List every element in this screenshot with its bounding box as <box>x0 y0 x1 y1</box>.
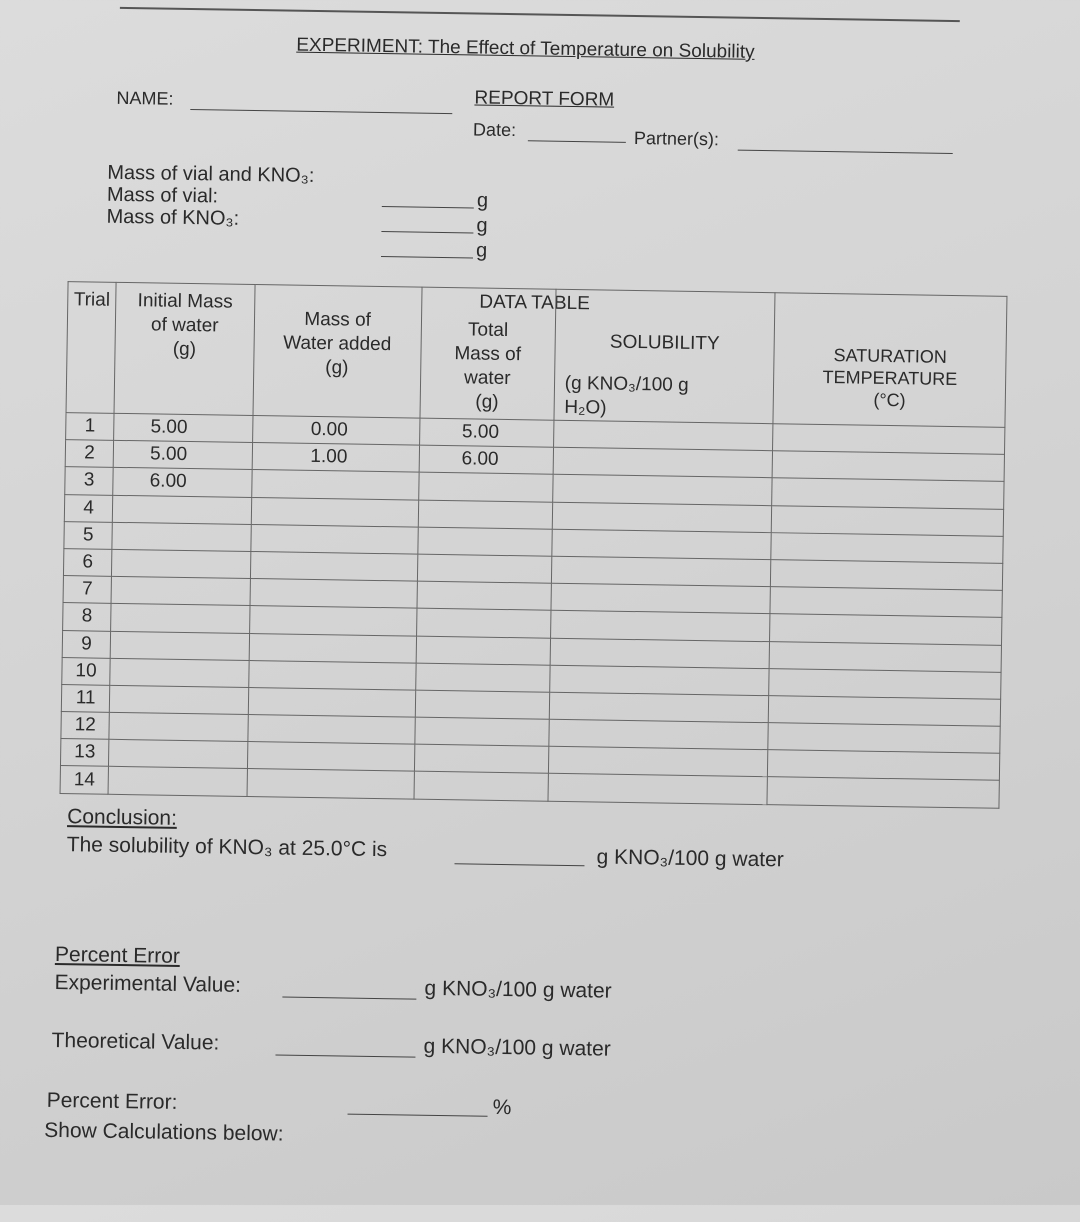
mass-vial-label: Mass of vial: <box>106 183 219 208</box>
saturation-temp-cell[interactable] <box>768 723 1000 754</box>
theoretical-label: Theoretical Value: <box>51 1028 220 1055</box>
mass-vial-field[interactable] <box>381 231 473 233</box>
water-added-cell[interactable]: 1.00 <box>252 443 420 473</box>
saturation-temp-cell[interactable] <box>769 696 1001 727</box>
total-mass-cell[interactable] <box>415 717 549 746</box>
water-added-cell[interactable] <box>249 606 417 636</box>
saturation-temp-cell[interactable] <box>767 777 999 808</box>
saturation-temp-cell[interactable] <box>770 614 1002 645</box>
solubility-cell[interactable] <box>551 556 771 587</box>
data-table-caption: DATA TABLE <box>479 291 590 315</box>
mass-unit: g <box>476 214 488 237</box>
water-added-cell[interactable] <box>250 524 418 554</box>
mass-vial-kno3-field[interactable] <box>382 206 474 208</box>
trial-number: 5 <box>64 521 113 549</box>
trial-number: 3 <box>65 467 114 495</box>
solubility-cell[interactable] <box>549 665 769 696</box>
water-added-cell[interactable] <box>251 497 419 527</box>
total-mass-cell[interactable] <box>414 744 548 773</box>
water-added-cell[interactable] <box>250 579 418 609</box>
total-mass-cell[interactable] <box>414 772 548 801</box>
experiment-title: EXPERIMENT: The Effect of Temperature on Solubility <box>296 34 755 63</box>
initial-mass-cell[interactable]: 5.00 <box>114 413 253 442</box>
saturation-temp-cell[interactable] <box>772 505 1004 536</box>
conclusion-heading: Conclusion: <box>67 805 178 830</box>
header-solubility: SOLUBILITY (g KNO₃/100 g H₂O) <box>554 289 776 423</box>
water-added-cell[interactable] <box>247 742 415 772</box>
mass-kno3-label: Mass of KNO₃: <box>106 205 240 230</box>
initial-mass-cell[interactable] <box>109 740 248 769</box>
solubility-cell[interactable] <box>552 529 772 560</box>
trial-number: 8 <box>63 603 112 631</box>
solubility-cell[interactable] <box>549 692 769 723</box>
solubility-cell[interactable] <box>552 502 772 533</box>
mass-unit: g <box>475 239 488 262</box>
experimental-label: Experimental Value: <box>54 970 242 997</box>
total-mass-cell[interactable] <box>418 500 552 529</box>
trial-number: 13 <box>60 739 109 767</box>
mass-kno3-field[interactable] <box>381 256 473 258</box>
saturation-temp-cell[interactable] <box>771 532 1003 563</box>
partner-field[interactable] <box>738 150 953 154</box>
initial-mass-cell[interactable] <box>111 576 250 605</box>
solubility-cell[interactable] <box>552 475 772 506</box>
saturation-temp-cell[interactable] <box>772 478 1004 509</box>
water-added-cell[interactable] <box>247 715 415 745</box>
solubility-cell[interactable] <box>550 611 770 642</box>
initial-mass-cell[interactable] <box>112 522 251 551</box>
header-saturation-temp: SATURATION TEMPERATURE (°C) <box>773 293 1007 428</box>
initial-mass-cell[interactable]: 5.00 <box>113 441 252 470</box>
saturation-temp-cell[interactable] <box>770 587 1002 618</box>
total-mass-cell[interactable] <box>415 690 549 719</box>
trial-number: 2 <box>65 440 114 468</box>
initial-mass-cell[interactable] <box>112 549 251 578</box>
trial-number: 9 <box>62 630 111 658</box>
total-mass-cell[interactable]: 6.00 <box>419 445 553 474</box>
name-field[interactable] <box>190 109 452 114</box>
mass-unit: g <box>476 189 489 212</box>
trial-number: 4 <box>64 494 113 522</box>
report-form-title: REPORT FORM <box>474 87 615 111</box>
theoretical-field[interactable] <box>275 1054 415 1057</box>
total-mass-cell[interactable]: 5.00 <box>419 418 553 447</box>
data-table <box>60 281 1008 808</box>
total-mass-cell[interactable] <box>416 636 550 665</box>
initial-mass-cell[interactable] <box>110 685 249 714</box>
conclusion-text: The solubility of KNO₃ at 25.0°C is <box>66 833 388 862</box>
initial-mass-cell[interactable] <box>108 767 247 796</box>
percent-error-field[interactable] <box>348 1114 488 1117</box>
initial-mass-cell[interactable]: 6.00 <box>113 468 252 497</box>
experimental-field[interactable] <box>282 997 416 1000</box>
saturation-temp-cell[interactable] <box>773 424 1005 455</box>
trial-number: 7 <box>63 576 112 604</box>
solubility-cell[interactable] <box>553 447 773 478</box>
solubility-cell[interactable] <box>550 638 770 669</box>
percent-unit: % <box>492 1095 512 1120</box>
header-trial: Trial <box>66 282 116 414</box>
total-mass-cell[interactable] <box>417 581 551 610</box>
header-initial-mass: Initial Mass of water (g) <box>114 282 254 415</box>
solubility-cell[interactable] <box>548 746 768 777</box>
date-field[interactable] <box>528 140 626 143</box>
experimental-unit: g KNO₃/100 g water <box>424 976 612 1003</box>
header-water-added: Mass of Water added (g) <box>253 285 422 419</box>
initial-mass-cell[interactable] <box>109 712 248 741</box>
header-total-mass: Total Mass of water (g) <box>420 287 556 420</box>
percent-error-label: Percent Error: <box>46 1088 178 1114</box>
trial-number: 10 <box>62 657 111 685</box>
water-added-cell[interactable] <box>248 687 416 717</box>
water-added-cell[interactable] <box>250 551 418 581</box>
total-mass-cell[interactable] <box>416 608 550 637</box>
solubility-cell[interactable] <box>551 583 771 614</box>
solubility-cell[interactable] <box>549 719 769 750</box>
total-mass-cell[interactable] <box>418 527 552 556</box>
trial-number: 11 <box>61 684 110 712</box>
solubility-answer-field[interactable] <box>454 863 584 866</box>
initial-mass-cell[interactable] <box>110 658 249 687</box>
solubility-cell[interactable] <box>553 420 773 451</box>
partner-label: Partner(s): <box>633 127 720 150</box>
trial-number: 14 <box>60 766 109 794</box>
water-added-cell[interactable] <box>247 769 415 799</box>
trial-number: 1 <box>66 413 115 441</box>
water-added-cell[interactable] <box>248 660 416 690</box>
solubility-cell[interactable] <box>548 774 768 805</box>
total-mass-cell[interactable] <box>418 473 552 502</box>
percent-error-heading: Percent Error <box>54 942 181 968</box>
saturation-temp-cell[interactable] <box>771 560 1003 591</box>
trial-number: 12 <box>61 712 110 740</box>
total-mass-cell[interactable] <box>415 663 549 692</box>
theoretical-unit: g KNO₃/100 g water <box>423 1034 611 1061</box>
saturation-temp-cell[interactable] <box>768 750 1000 781</box>
trial-number: 6 <box>63 549 112 577</box>
water-added-cell[interactable]: 0.00 <box>252 416 420 446</box>
name-label: NAME: <box>116 87 174 109</box>
water-added-cell[interactable] <box>249 633 417 663</box>
show-calculations-label: Show Calculations below: <box>44 1118 284 1146</box>
initial-mass-cell[interactable] <box>113 495 252 524</box>
conclusion-unit: g KNO₃/100 g water <box>596 845 784 872</box>
water-added-cell[interactable] <box>251 470 419 500</box>
saturation-temp-cell[interactable] <box>769 668 1001 699</box>
total-mass-cell[interactable] <box>417 554 551 583</box>
initial-mass-cell[interactable] <box>110 631 249 660</box>
date-label: Date: <box>472 119 517 141</box>
saturation-temp-cell[interactable] <box>770 641 1002 672</box>
top-rule <box>120 7 960 22</box>
initial-mass-cell[interactable] <box>111 604 250 633</box>
mass-vial-kno3-label: Mass of vial and KNO₃: <box>107 161 315 187</box>
saturation-temp-cell[interactable] <box>773 451 1005 482</box>
